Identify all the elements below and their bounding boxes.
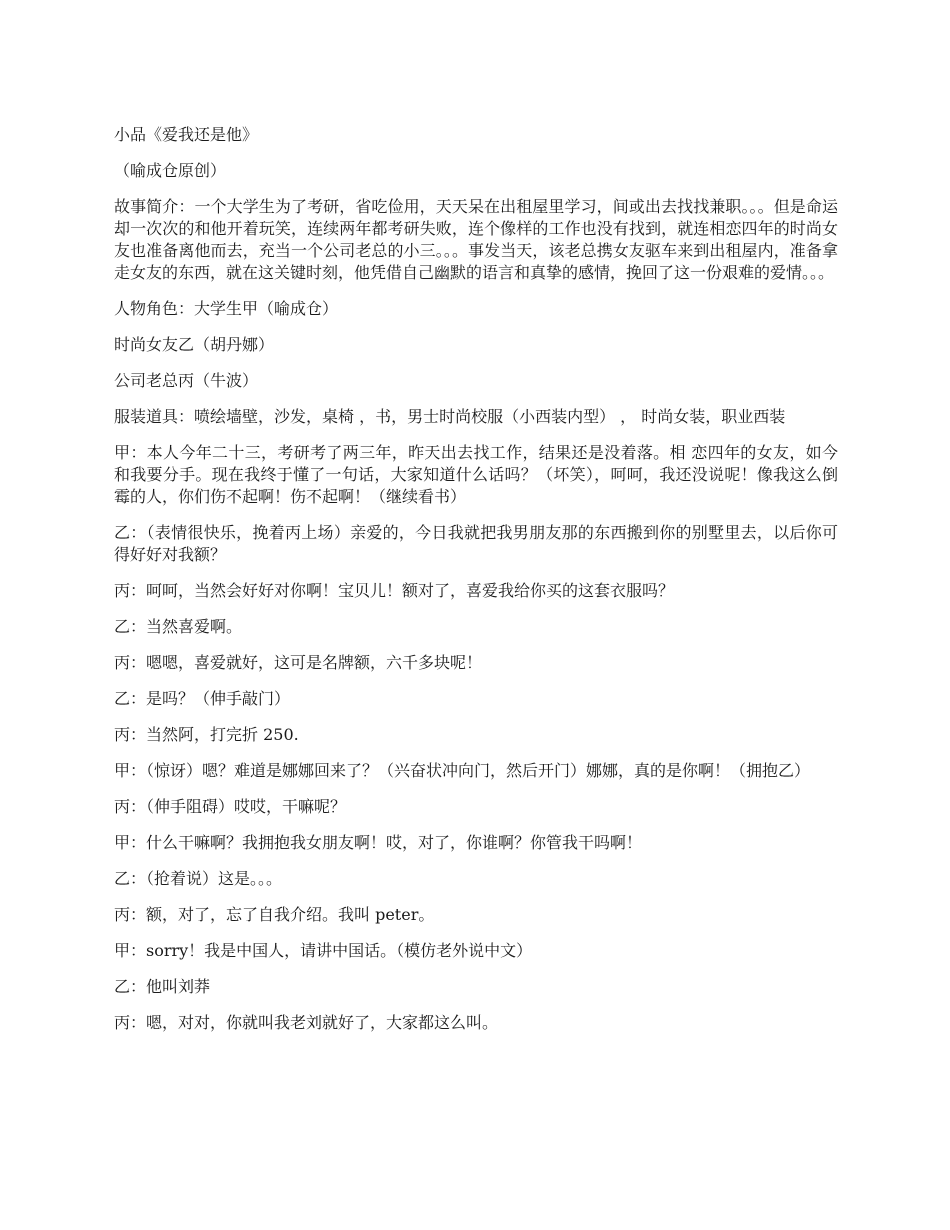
role-girlfriend: 时尚女友乙（胡丹娜） <box>114 335 275 354</box>
dialogue-line: 丙：呵呵，当然会好好对你啊！宝贝儿！额对了，喜爱我给你买的这套衣服吗？ <box>114 581 675 600</box>
props-paragraph: 服装道具：喷绘墙壁，沙发，桌椅 ，书，男士时尚校服（小西装内型） ， 时尚女装，职业西装 <box>114 407 786 426</box>
dialogue-line: 丙：额，对了，忘了自我介绍。我叫 peter。 <box>114 905 435 924</box>
dialogue-line: 甲：什么干嘛啊？我拥抱我女朋友啊！哎，对了，你谁啊？你管我干吗啊！ <box>114 833 643 852</box>
dialogue-line: 乙：当然喜爱啊。 <box>114 617 243 636</box>
document-title: 小品《爱我还是他》 <box>114 125 259 144</box>
role-student: 人物角色：大学生甲（喻成仓） <box>114 299 339 318</box>
dialogue-line: 丙：嗯，对对，你就叫我老刘就好了，大家都这么叫。 <box>114 1013 499 1032</box>
dialogue-line: 乙：是吗？（伸手敲门） <box>114 689 291 708</box>
dialogue-line: 丙：（伸手阻碍）哎哎，干嘛呢？ <box>114 797 347 816</box>
document-page <box>114 124 838 1048</box>
dialogue-line: 乙：（表情很快乐，挽着丙上场）亲爱的，今日我就把我男朋友那的东西搬到你的别墅里去，以后你可得好好对我额？ <box>114 523 838 564</box>
dialogue-line: 乙：（抢着说）这是。。。 <box>114 869 283 888</box>
dialogue-line: 甲：（惊讶）嗯？难道是娜娜回来了？（兴奋状冲向门，然后开门）娜娜，真的是你啊！（拥抱乙） <box>114 761 811 780</box>
dialogue-line: 乙：他叫刘莽 <box>114 977 211 996</box>
role-boss: 公司老总丙（牛波） <box>114 371 259 390</box>
synopsis-paragraph: 故事简介：一个大学生为了考研，省吃俭用，天天呆在出租屋里学习，间或出去找找兼职。。。但是命运却一次次的和他开着玩笑，连续两年都考研失败，连个像样的工作也没有找到，就连相恋四年的时尚女友也准备离他而去，充当一个公司老总的小三。。。事发当天，该老总携女友驱车来到出租屋内，准备拿走女友的东西，就在这关键时刻，他凭借自己幽默的语言和真挚的感情，挽回了这一份艰难的爱情。。。 <box>114 197 838 282</box>
dialogue-line: 甲：本人今年二十三，考研考了两三年，昨天出去找工作，结果还是没着落。相 恋四年的女友，如今和我要分手。现在我终于懂了一句话，大家知道什么话吗？（坏笑），呵呵，我还没说呢！像我这么倒霉的人，你们伤不起啊！伤不起啊！（继续看书） <box>114 443 838 506</box>
dialogue-line: 丙：嗯嗯，喜爱就好，这可是名牌额，六千多块呢！ <box>114 653 483 672</box>
dialogue-line: 丙：当然阿，打完折 250. <box>114 725 299 744</box>
dialogue-line: 甲：sorry！我是中国人，请讲中国话。（模仿老外说中文） <box>114 941 533 960</box>
author-note: （喻成仓原创） <box>114 161 227 180</box>
